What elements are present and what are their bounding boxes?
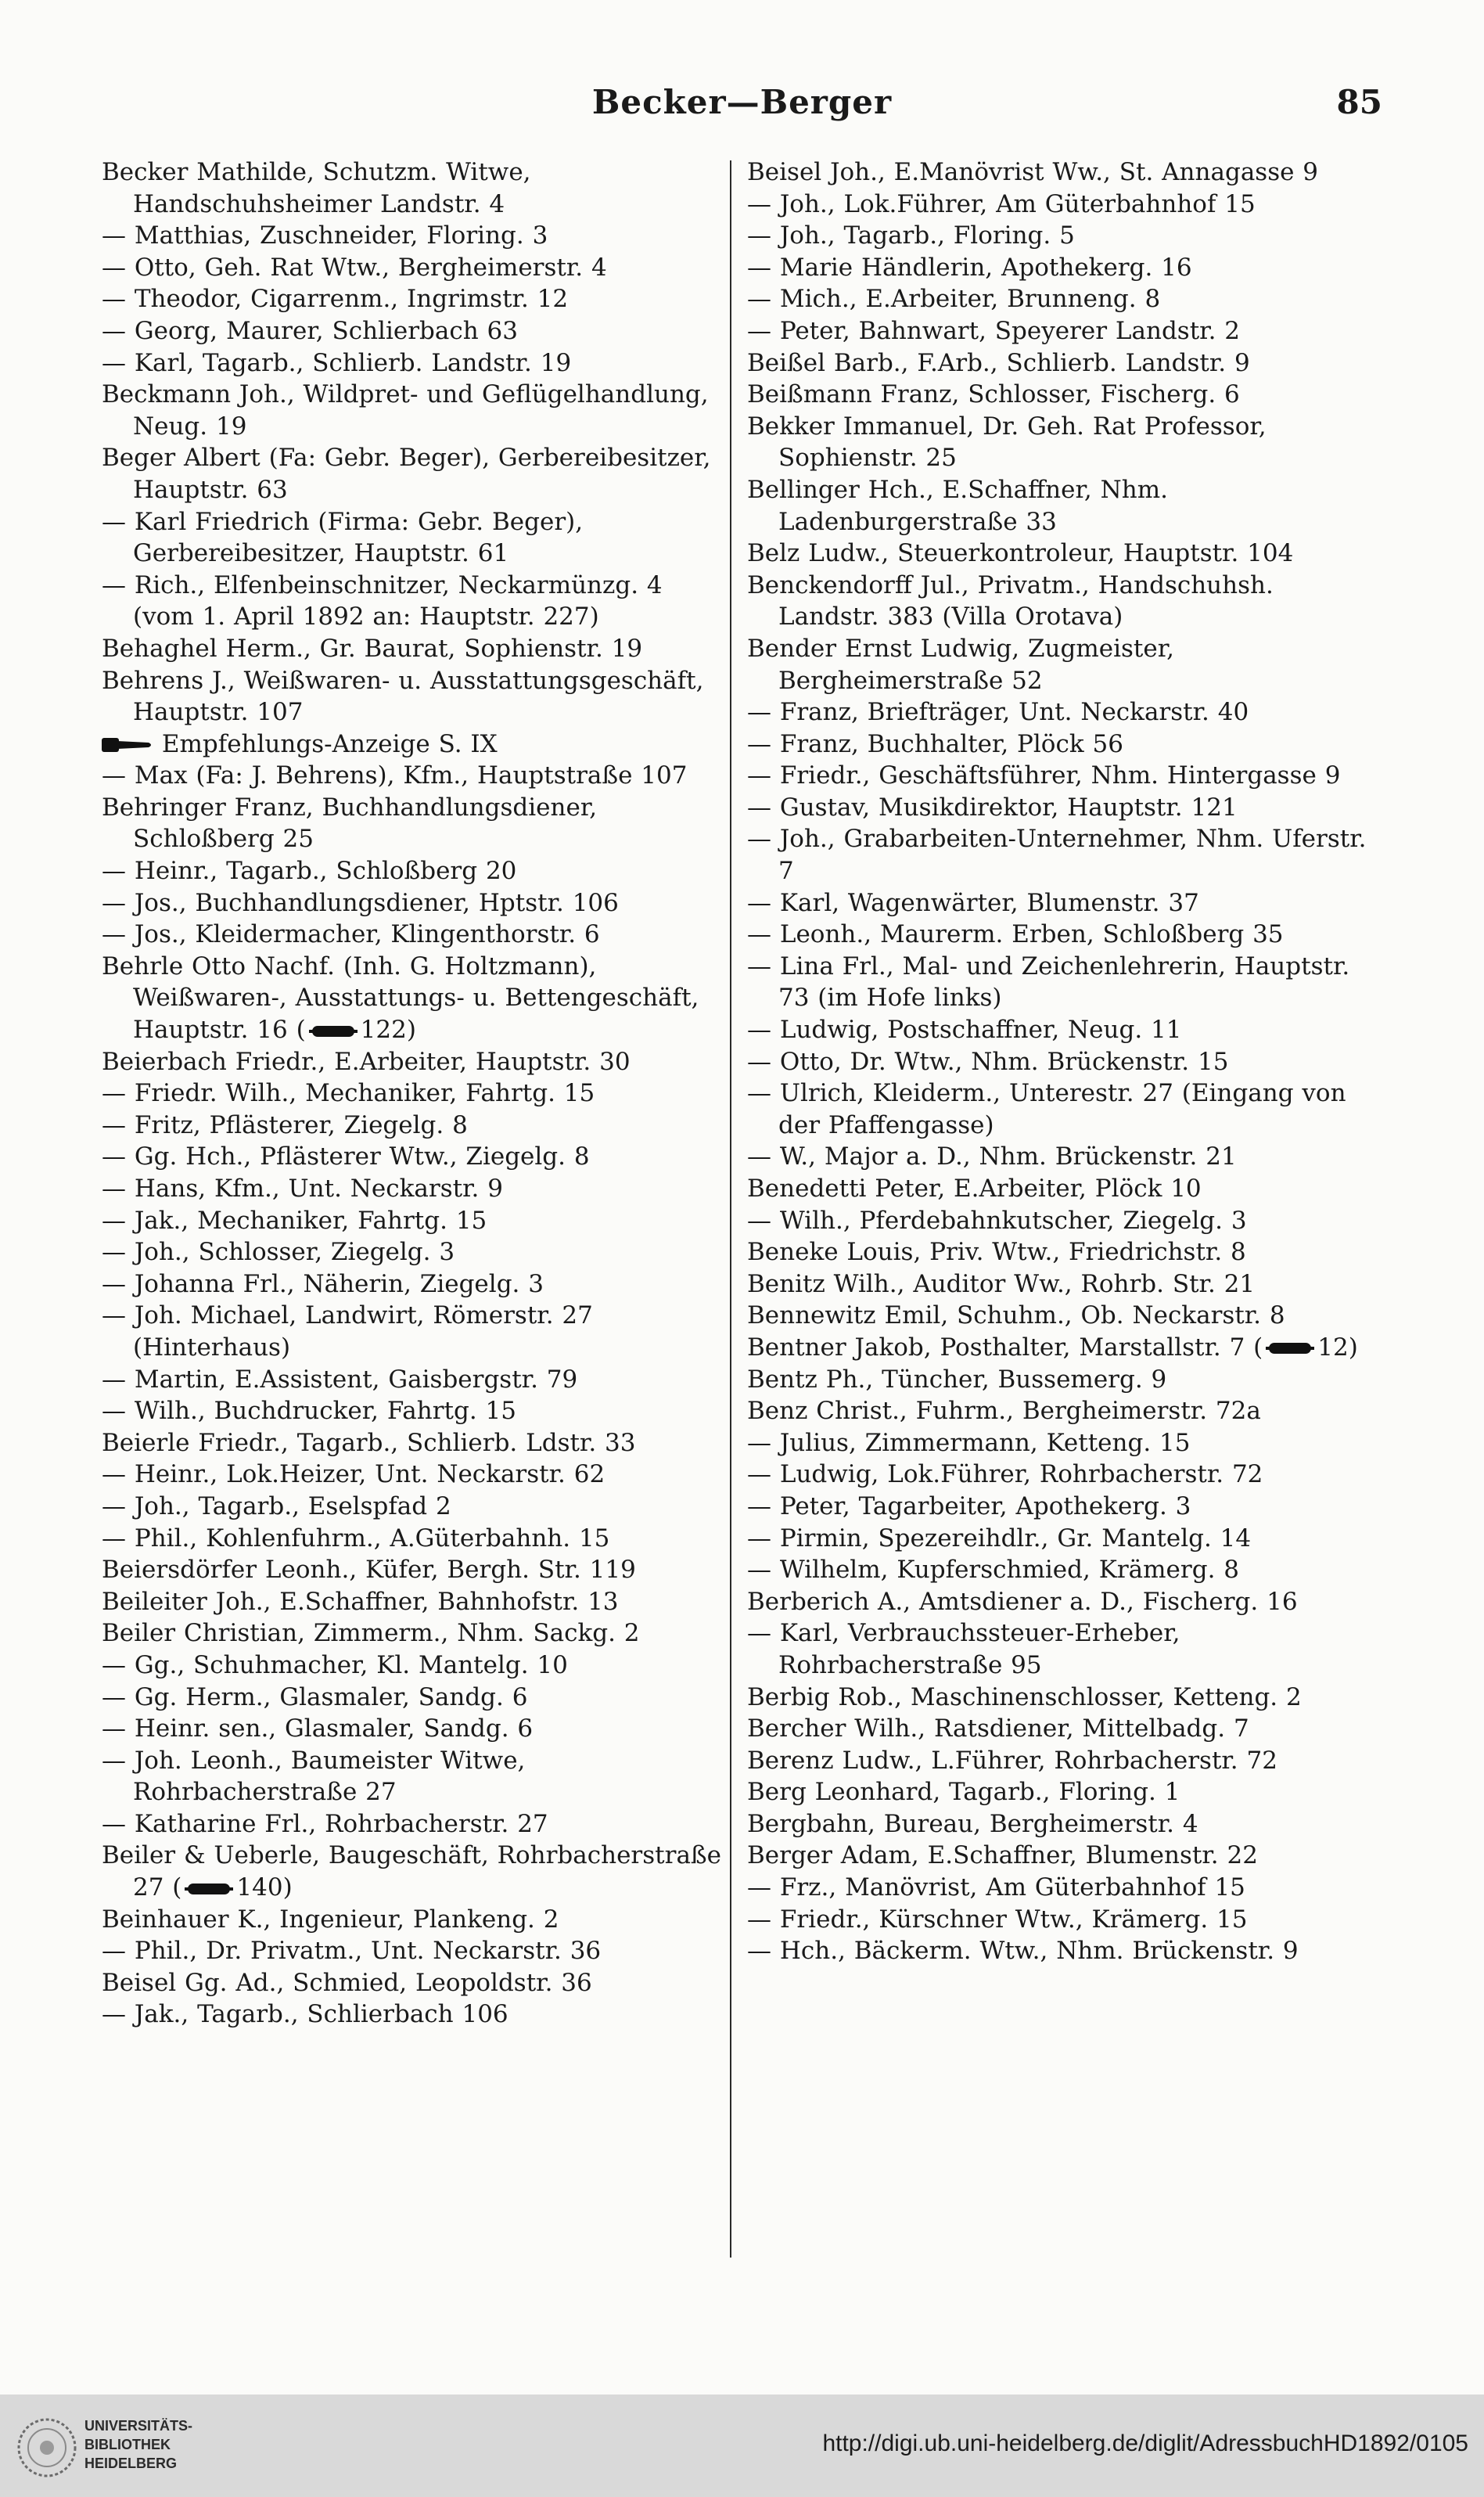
- telephone-icon: [185, 1881, 233, 1897]
- directory-entry: — Heinr., Lok.Heizer, Unt. Neckarstr. 62: [102, 1460, 605, 1489]
- column-divider: [730, 160, 731, 2258]
- phone-number: 122): [360, 1016, 416, 1045]
- directory-entry: Beckmann Joh., Wildpret- und Geflügelhandlung, Neug. 19: [102, 380, 709, 441]
- entry-text: Bentner Jakob, Posthalter, Marstallstr. 7 (: [747, 1333, 1263, 1362]
- directory-entry: — Pirmin, Spezereihdlr., Gr. Mantelg. 14: [747, 1524, 1252, 1553]
- directory-entry: Beierbach Friedr., E.Arbeiter, Hauptstr. 30: [102, 1047, 631, 1076]
- directory-entry: — Karl, Tagarb., Schlierb. Landstr. 19: [102, 348, 572, 377]
- directory-entry: Behringer Franz, Buchhandlungsdiener, Schloßberg 25: [102, 793, 598, 854]
- directory-entry: — Joh., Grabarbeiten-Unternehmer, Nhm. Uferstr. 7: [747, 825, 1367, 886]
- directory-entry: Berenz Ludw., L.Führer, Rohrbacherstr. 72: [747, 1746, 1277, 1775]
- pointing-hand-icon: [102, 735, 153, 755]
- page-title: Becker—Berger: [591, 83, 893, 121]
- directory-entry: Bennewitz Emil, Schuhm., Ob. Neckarstr. 8: [747, 1301, 1285, 1330]
- directory-entry: Behaghel Herm., Gr. Baurat, Sophienstr. 19: [102, 634, 643, 663]
- directory-entry: — Ulrich, Kleiderm., Unterestr. 27 (Eingang von der Pfaffengasse): [747, 1079, 1346, 1139]
- directory-entry: — W., Major a. D., Nhm. Brückenstr. 21: [747, 1142, 1237, 1171]
- directory-entry: Beinhauer K., Ingenieur, Plankeng. 2: [102, 1905, 559, 1934]
- directory-entry: — Ludwig, Lok.Führer, Rohrbacherstr. 72: [747, 1460, 1263, 1489]
- directory-entry: Bekker Immanuel, Dr. Geh. Rat Professor, Sophienstr. 25: [747, 412, 1267, 473]
- directory-entry: Beierle Friedr., Tagarb., Schlierb. Ldstr. 33: [102, 1428, 636, 1457]
- directory-entry: Beisel Joh., E.Manövrist Ww., St. Annagasse 9: [747, 158, 1319, 186]
- directory-entry: — Otto, Geh. Rat Wtw., Bergheimerstr. 4: [102, 253, 607, 282]
- directory-entry: — Mich., E.Arbeiter, Brunneng. 8: [747, 285, 1161, 314]
- directory-entry: Berger Adam, E.Schaffner, Blumenstr. 22: [747, 1841, 1258, 1870]
- directory-entry: Beiler Christian, Zimmerm., Nhm. Sackg. 2: [102, 1619, 640, 1648]
- directory-entry: — Karl, Verbrauchssteuer-Erheber, Rohrbacherstraße 95: [747, 1619, 1180, 1679]
- directory-entry: — Heinr. sen., Glasmaler, Sandg. 6: [102, 1714, 534, 1743]
- directory-entry: — Friedr., Kürschner Wtw., Krämerg. 15: [747, 1905, 1248, 1934]
- left-column: [102, 157, 728, 2031]
- directory-entry-with-phone: [102, 951, 728, 1046]
- university-seal-icon: [16, 2416, 78, 2479]
- phone-number: 140): [236, 1873, 293, 1902]
- page-header: [0, 78, 1484, 125]
- directory-entry: Behrens J., Weißwaren- u. Ausstattungsgeschäft, Hauptstr. 107: [102, 666, 704, 727]
- directory-entry: — Johanna Frl., Näherin, Ziegelg. 3: [102, 1269, 544, 1298]
- directory-entry: — Gg. Herm., Glasmaler, Sandg. 6: [102, 1682, 528, 1711]
- directory-entry: Belz Ludw., Steuerkontroleur, Hauptstr. 104: [747, 539, 1294, 568]
- directory-entry: — Gustav, Musikdirektor, Hauptstr. 121: [747, 793, 1238, 822]
- directory-entry: Beißmann Franz, Schlosser, Fischerg. 6: [747, 380, 1240, 409]
- entry-text: Beiler & Ueberle, Baugeschäft, Rohrbacherstraße 27 (: [102, 1841, 721, 1902]
- directory-entry: — Friedr., Geschäftsführer, Nhm. Hintergasse 9: [747, 761, 1341, 790]
- directory-entry: — Gg., Schuhmacher, Kl. Mantelg. 10: [102, 1650, 568, 1679]
- directory-entry: — Jak., Tagarb., Schlierbach 106: [102, 2000, 508, 2029]
- directory-entry: Bender Ernst Ludwig, Zugmeister, Bergheimerstraße 52: [747, 634, 1174, 695]
- directory-entry: — Fritz, Pflästerer, Ziegelg. 8: [102, 1110, 468, 1139]
- directory-entry: — Gg. Hch., Pflästerer Wtw., Ziegelg. 8: [102, 1142, 590, 1171]
- directory-entry: — Hans, Kfm., Unt. Neckarstr. 9: [102, 1175, 503, 1203]
- directory-entry: Bellinger Hch., E.Schaffner, Nhm. Ladenburgerstraße 33: [747, 475, 1168, 536]
- directory-entry: — Karl Friedrich (Firma: Gebr. Beger), Gerbereibesitzer, Hauptstr. 61: [102, 507, 584, 568]
- directory-entry: — Leonh., Maurerm. Erben, Schloßberg 35: [747, 920, 1284, 949]
- directory-entry: — Phil., Dr. Privatm., Unt. Neckarstr. 36: [102, 1937, 602, 1966]
- directory-entry: Berg Leonhard, Tagarb., Floring. 1: [747, 1778, 1180, 1807]
- directory-entry: — Phil., Kohlenfuhrm., A.Güterbahnh. 15: [102, 1524, 610, 1553]
- directory-entry: — Katharine Frl., Rohrbacherstr. 27: [102, 1809, 548, 1838]
- directory-entry: — Max (Fa: J. Behrens), Kfm., Hauptstraße 107: [102, 761, 688, 790]
- directory-entry: Bentz Ph., Tüncher, Bussemerg. 9: [747, 1365, 1167, 1394]
- directory-entry: Becker Mathilde, Schutzm. Witwe, Handschuhsheimer Landstr. 4: [102, 158, 531, 218]
- directory-entry: — Franz, Buchhalter, Plöck 56: [747, 729, 1123, 758]
- source-url-link[interactable]: http://digi.ub.uni-heidelberg.de/diglit/AdressbuchHD1892/0105: [822, 2430, 1468, 2456]
- directory-entry: Beger Albert (Fa: Gebr. Beger), Gerbereibesitzer, Hauptstr. 63: [102, 444, 711, 504]
- directory-entry: — Joh., Schlosser, Ziegelg. 3: [102, 1238, 455, 1267]
- page-number: 85: [1336, 83, 1382, 121]
- directory-entry: — Franz, Briefträger, Unt. Neckarstr. 40: [747, 698, 1249, 727]
- directory-entry: — Matthias, Zuschneider, Floring. 3: [102, 221, 548, 250]
- directory-entry: Berbig Rob., Maschinenschlosser, Ketteng. 2: [747, 1682, 1302, 1711]
- directory-entry: — Frz., Manövrist, Am Güterbahnhof 15: [747, 1873, 1245, 1902]
- advert-reference: Empfehlungs-Anzeige S. IX: [161, 729, 498, 758]
- right-column: [747, 157, 1373, 1967]
- directory-entry: — Joh. Michael, Landwirt, Römerstr. 27 (Hinterhaus): [102, 1301, 593, 1362]
- entry-text: Behrle Otto Nachf. (Inh. G. Holtzmann), Weißwaren-, Ausstattungs- u. Bettengeschäft, Hauptstr. 16 (: [102, 952, 699, 1045]
- directory-entry: Benckendorff Jul., Privatm., Handschuhsh. Landstr. 383 (Villa Orotava): [747, 570, 1274, 631]
- directory-entry: — Jak., Mechaniker, Fahrtg. 15: [102, 1206, 487, 1235]
- library-name: UNIVERSITÄTS- BIBLIOTHEK HEIDELBERG: [84, 2418, 193, 2471]
- directory-entry: — Friedr. Wilh., Mechaniker, Fahrtg. 15: [102, 1079, 595, 1108]
- directory-entry: Benz Christ., Fuhrm., Bergheimerstr. 72a: [747, 1397, 1261, 1426]
- directory-entry: Berberich A., Amtsdiener a. D., Fischerg. 16: [747, 1587, 1298, 1616]
- directory-entry-with-phone: [102, 1840, 728, 1903]
- directory-entry: Bercher Wilh., Ratsdiener, Mittelbadg. 7: [747, 1714, 1249, 1743]
- directory-entry: — Jos., Buchhandlungsdiener, Hptstr. 106: [102, 888, 619, 917]
- directory-entry-with-phone: [747, 1332, 1373, 1364]
- directory-entry: Beißel Barb., F.Arb., Schlierb. Landstr. 9: [747, 348, 1250, 377]
- directory-entry: Beiersdörfer Leonh., Küfer, Bergh. Str. 119: [102, 1556, 636, 1585]
- directory-entry: — Joh. Leonh., Baumeister Witwe, Rohrbacherstraße 27: [102, 1746, 526, 1807]
- directory-entry: — Wilh., Buchdrucker, Fahrtg. 15: [102, 1397, 516, 1426]
- directory-entry: — Otto, Dr. Wtw., Nhm. Brückenstr. 15: [747, 1047, 1229, 1076]
- directory-entry: — Joh., Lok.Führer, Am Güterbahnhof 15: [747, 189, 1256, 218]
- phone-number: 12): [1317, 1333, 1358, 1362]
- viewer-footer: [0, 2394, 1484, 2497]
- directory-entry: — Lina Frl., Mal- und Zeichenlehrerin, Hauptstr. 73 (im Hofe links): [747, 952, 1350, 1013]
- directory-entry: — Jos., Kleidermacher, Klingenthorstr. 6: [102, 920, 600, 949]
- directory-entry: Benedetti Peter, E.Arbeiter, Plöck 10: [747, 1175, 1202, 1203]
- directory-entry: Beileiter Joh., E.Schaffner, Bahnhofstr. 13: [102, 1587, 619, 1616]
- directory-entry: — Karl, Wagenwärter, Blumenstr. 37: [747, 888, 1199, 917]
- directory-entry: — Wilhelm, Kupferschmied, Krämerg. 8: [747, 1556, 1239, 1585]
- directory-entry: — Peter, Bahnwart, Speyerer Landstr. 2: [747, 316, 1240, 345]
- telephone-icon: [1266, 1340, 1314, 1356]
- directory-entry: Benitz Wilh., Auditor Ww., Rohrb. Str. 21: [747, 1269, 1256, 1298]
- directory-entry: — Joh., Tagarb., Eselspfad 2: [102, 1491, 451, 1520]
- directory-entry: — Theodor, Cigarrenm., Ingrimstr. 12: [102, 285, 569, 314]
- directory-entry: — Joh., Tagarb., Floring. 5: [747, 221, 1075, 250]
- directory-entry: — Heinr., Tagarb., Schloßberg 20: [102, 857, 517, 886]
- directory-entry: — Hch., Bäckerm. Wtw., Nhm. Brückenstr. 9: [747, 1937, 1299, 1966]
- directory-entry: Bergbahn, Bureau, Bergheimerstr. 4: [747, 1809, 1198, 1838]
- directory-entry-advert: [102, 729, 728, 761]
- directory-entry: — Marie Händlerin, Apothekerg. 16: [747, 253, 1192, 282]
- directory-entry: — Georg, Maurer, Schlierbach 63: [102, 316, 518, 345]
- directory-entry: — Wilh., Pferdebahnkutscher, Ziegelg. 3: [747, 1206, 1247, 1235]
- directory-entry: Beisel Gg. Ad., Schmied, Leopoldstr. 36: [102, 1968, 592, 1997]
- directory-entry: — Julius, Zimmermann, Ketteng. 15: [747, 1428, 1191, 1457]
- directory-entry: — Martin, E.Assistent, Gaisbergstr. 79: [102, 1365, 578, 1394]
- telephone-icon: [309, 1024, 358, 1039]
- directory-entry: — Ludwig, Postschaffner, Neug. 11: [747, 1016, 1182, 1045]
- directory-entry: — Peter, Tagarbeiter, Apothekerg. 3: [747, 1491, 1191, 1520]
- directory-entry: — Rich., Elfenbeinschnitzer, Neckarmünzg. 4 (vom 1. April 1892 an: Hauptstr. 227): [102, 570, 663, 631]
- directory-entry: Beneke Louis, Priv. Wtw., Friedrichstr. 8: [747, 1238, 1246, 1267]
